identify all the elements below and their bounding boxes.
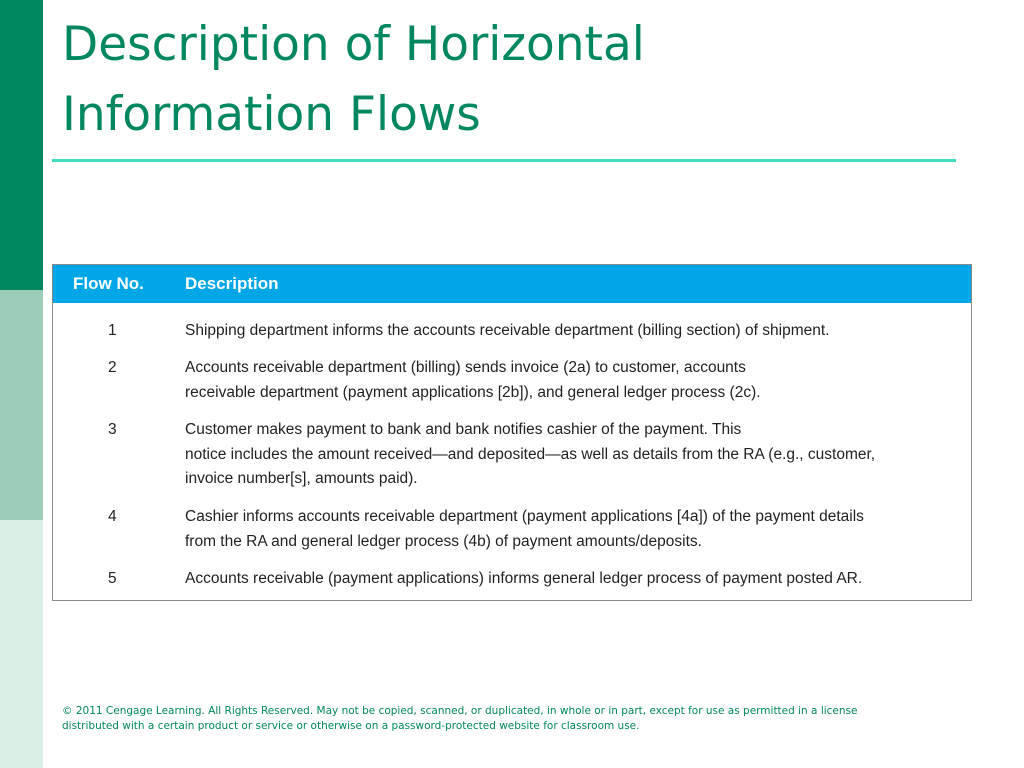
- table-row: [53, 356, 972, 418]
- copyright-line: © 2011 Cengage Learning. All Rights Reserved. May not be copied, scanned, or duplicated, in whole or in part, except for use as permitted in a license: [62, 705, 858, 717]
- flow-number: 1: [108, 321, 117, 339]
- flow-number: 4: [108, 508, 117, 526]
- table-row: [53, 303, 972, 357]
- side-accent-bar-medium: [0, 290, 43, 520]
- flow-description: [185, 567, 972, 600]
- flow-number: 2: [108, 359, 117, 377]
- side-accent-bar-light: [0, 520, 43, 768]
- table-row: [53, 505, 972, 567]
- slide-title: [62, 10, 962, 150]
- description-line: Shipping department informs the accounts receivable department (billing section) of shipment.: [185, 321, 830, 339]
- flow-description: [185, 505, 972, 567]
- description-line: Accounts receivable department (billing) sends invoice (2a) to customer, accounts: [185, 359, 746, 377]
- table-row: [53, 567, 972, 600]
- description-line: from the RA and general ledger process (4b) of payment amounts/deposits.: [185, 532, 702, 550]
- flow-description-table: [52, 264, 972, 601]
- table-body: [53, 303, 972, 601]
- table-header-row: [53, 265, 972, 303]
- flow-number: 5: [108, 570, 117, 588]
- table-row: [53, 418, 972, 505]
- flow-description: [185, 303, 972, 357]
- side-accent-bar-dark: [0, 0, 43, 290]
- slide-title-line: Information Flows: [62, 87, 481, 142]
- flow-number: 3: [108, 421, 117, 439]
- description-line: Accounts receivable (payment applications) informs general ledger process of payment posted AR.: [185, 570, 863, 588]
- header-description: Description: [185, 273, 279, 293]
- copyright-line: distributed with a certain product or service or otherwise on a password-protected website for classroom use.: [62, 720, 640, 732]
- description-line: Customer makes payment to bank and bank notifies cashier of the payment. This: [185, 421, 742, 439]
- description-line: receivable department (payment applications [2b]), and general ledger process (2c).: [185, 383, 761, 401]
- description-line: invoice number[s], amounts paid).: [185, 470, 418, 488]
- description-line: notice includes the amount received—and deposited—as well as details from the RA (e.g., customer,: [185, 445, 876, 463]
- title-divider: [52, 159, 956, 162]
- slide-title-line: Description of Horizontal: [62, 17, 645, 72]
- copyright-notice: [62, 704, 962, 734]
- flow-description: [185, 356, 972, 418]
- description-line: Cashier informs accounts receivable department (payment applications [4a]) of the payment details: [185, 508, 864, 526]
- header-flow-no: Flow No.: [73, 273, 144, 293]
- flow-description: [185, 418, 972, 505]
- table-header: [53, 265, 972, 303]
